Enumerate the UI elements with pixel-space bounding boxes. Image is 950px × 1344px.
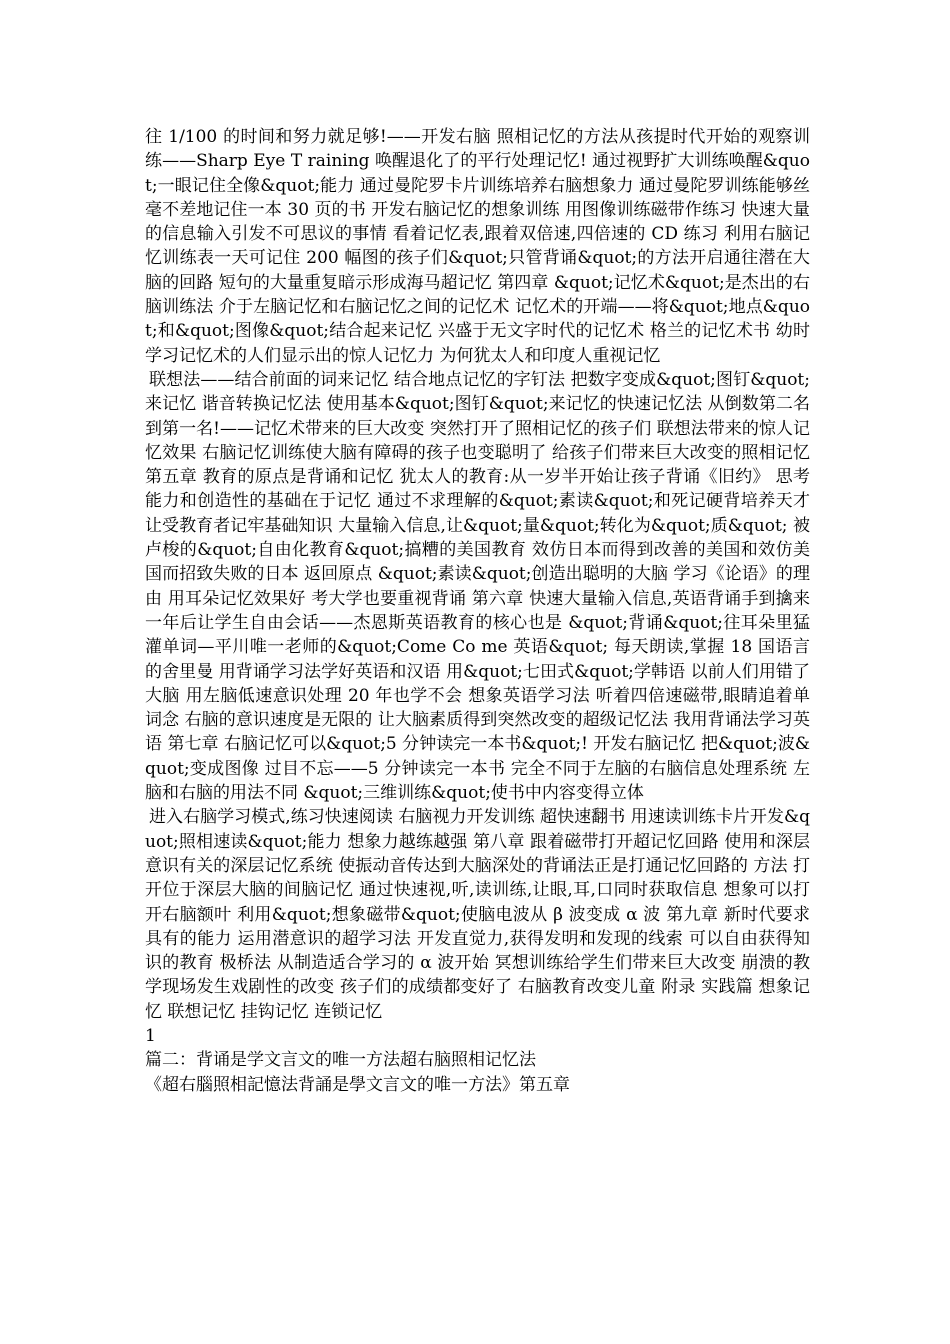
document-body bbox=[145, 125, 810, 1097]
body-paragraph-3: 进入右脑学习模式,练习快速阅读 右脑视力开发训练 超快速翻书 用速读训练卡片开发&quot;照相速读&quot;能力 想象力越练越强 第八章 跟着磁带打开超记忆回路 使用和深层意识有关的深层记忆系统 使振动音传达到大脑深处的背诵法正是打通记忆回路的 方法 打开位于深层大脑的间脑记忆 通过快速视,听,读训练,让眼,耳,口同时获取信息 想象可以打开右脑额叶 利用&quot;想象磁带&quot;使脑电波从 β 波变成 α 波 第九章 新时代要求具有的能力 运用潜意识的超学习法 开发直觉力,获得发明和发现的线索 可以自由获得知识的教育 极桥法 从制造适合学习的 α 波开始 冥想训练给学生们带来巨大改变 崩溃的教学现场发生戏剧性的改变 孩子们的成绩都变好了 右脑教育改变儿童 附录 实践篇 想象记忆 联想记忆 挂钩记忆 连锁记忆 bbox=[145, 807, 810, 1022]
section-heading: 篇二：背诵是学文言文的唯一方法超右脑照相记忆法 bbox=[145, 1050, 536, 1071]
body-paragraph-2: 联想法——结合前面的词来记忆 结合地点记忆的字钉法 把数字变成&quot;图钉&quot;来记忆 谐音转换记忆法 使用基本&quot;图钉&quot;来记忆的快速记忆法 从倒数第二名到第一名!——记忆术带来的巨大改变 突然打开了照相记忆的孩子们 联想法带来的惊人记忆效果 右脑记忆训练使大脑有障碍的孩子也变聪明了 给孩子们带来巨大改变的照相记忆 第五章 教育的原点是背诵和记忆 犹太人的教育:从一岁半开始让孩子背诵《旧约》 思考能力和创造性的基础在于记忆 通过不求理解的&quot;素读&quot;和死记硬背培养天才 让受教育者记牢基础知识 大量输入信息,让&quot;量&quot;转化为&quot;质&quot; 被卢梭的&quot;自由化教育&quot;搞糟的美国教育 效仿日本而得到改善的美国和效仿美国而招致失败的日本 返回原点 &quot;素读&quot;创造出聪明的大脑 学习《论语》的理由 用耳朵记忆效果好 考大学也要重视背诵 第六章 快速大量输入信息,英语背诵手到擒来 一年后让学生自由会话——杰恩斯英语教育的核心也是 &quot;背诵&quot;往耳朵里猛灌单词—平川唯一老师的&quot;Come Co me 英语&quot; 每天朗读,掌握 18 国语言的舍里曼 用背诵学习法学好英语和汉语 用&quot;七田式&quot;学韩语 以前人们用错了大脑 用左脑低速意识处理 20 年也学不会 想象英语学习法 听着四倍速磁带,眼睛追着单词念 右脑的意识速度是无限的 让大脑素质得到突然改变的超级记忆法 我用背诵法学习英语 第七章 右脑记忆可以&quot;5 分钟读完一本书&quot;! 开发右脑记忆 把&quot;波&quot;变成图像 过目不忘——5 分钟读完一本书 完全不同于左脑的右脑信息处理系统 左脑和右脑的用法不同 &quot;三维训练&quot;使书中内容变得立体 bbox=[145, 369, 810, 804]
body-paragraph-1: 往 1/100 的时间和努力就足够!——开发右脑 照相记忆的方法从孩提时代开始的观察训练——Sharp Eye T raining 唤醒退化了的平行处理记忆! 通过视野扩大训练唤醒&quot;一眼记住全像&quot;能力 通过曼陀罗卡片训练培养右脑想象力 通过曼陀罗训练能够丝毫不差地记住一本 30 页的书 开发右脑记忆的想象训练 用图像训练磁带作练习 快速大量的信息输入引发不可思议的事情 看着记忆表,跟着双倍速,四倍速的 CD 练习 利用右脑记忆训练表一天可记住 200 幅图的孩子们&quot;只管背诵&quot;的方法开启通往潜在大脑的回路 短句的大量重复暗示形成海马超记忆 第四章 &quot;记忆术&quot;是杰出的右脑训练法 介于左脑记忆和右脑记忆之间的记忆术 记忆术的开端——将&quot;地点&quot;和&quot;图像&quot;结合起来记忆 兴盛于无文字时代的记忆术 格兰的记忆术书 幼时学习记忆术的人们显示出的惊人记忆力 为何犹太人和印度人重视记忆 bbox=[145, 127, 810, 366]
book-title-line: 《超右腦照相記憶法背誦是學文言文的唯一方法》第五章 bbox=[145, 1074, 570, 1095]
page-number: 1 bbox=[145, 1025, 156, 1046]
